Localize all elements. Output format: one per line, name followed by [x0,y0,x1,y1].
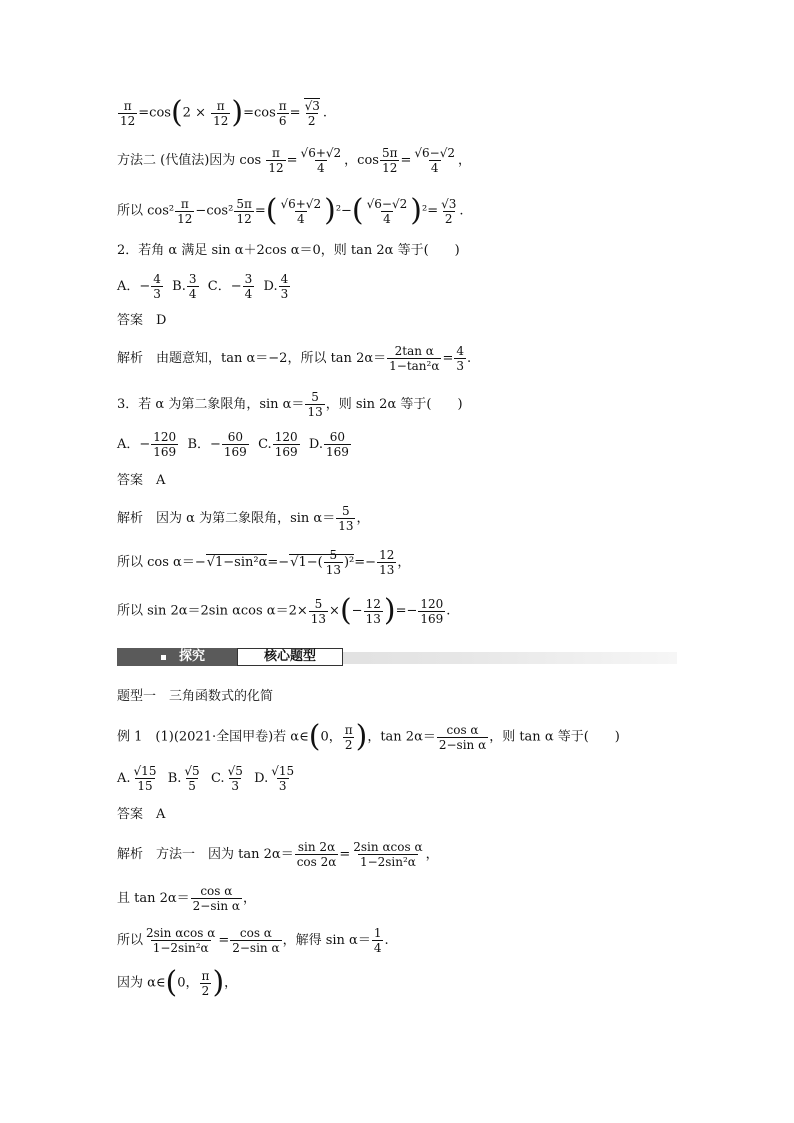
formula-line-1: $\frac{\pi}{12}$ =cos(2 × $\frac{\pi}{12}$ )=cos $\frac{\pi}{6}$ = $\frac{√3}{2}$ . [120,95,327,130]
ex1-line2-text: 且 tan 2α＝ [117,891,190,906]
ex1-answer-value: A [156,807,166,822]
ex1-text-c: ，则 tan α 等于( ) [489,729,620,745]
q3-line-2: 所以 cos α＝−√1−sin²α=−√1−( $\frac{5}{13}$ )²=− $\frac{12}{13}$ ， [117,548,411,577]
example-1-options: A. $\frac{√15}{15}$ B. $\frac{√5}{5}$ C. $\frac{√5}{3}$ D. $\frac{√15}{3}$ [117,764,295,793]
answer-value: D [156,313,167,328]
question-3-options: A．− $\frac{120}{169}$ B．− $\frac{60}{169}$ C. $\frac{120}{169}$ D. $\frac{60}{169}$ [117,430,349,459]
method-two-label: 方法二 [117,153,157,168]
ex1-text-a: 例 1 (1)(2021·全国甲卷)若 α∈ [117,729,309,745]
question-3-analysis: 解析 因为 α 为第二象限角，sin α＝ $\frac{5}{13}$ ， [117,504,370,533]
q3-analysis-text: 因为 α 为第二象限角，sin α＝ [156,511,336,526]
section-tag [117,648,237,666]
question-2-options: A．− $\frac{4}{3}$ B. $\frac{3}{4}$ C．− $\frac{3}{4}$ D. $\frac{4}{3}$ [117,272,289,301]
question-3: 3．若 α 为第二象限角，sin α＝ $\frac{5}{13}$ ，则 sin 2α 等于( ) [117,390,463,419]
ex1-line-2: 且 tan 2α＝ $\frac{\text{cos α}}{\text{2−sin α}}$ ， [117,884,257,913]
example-1-analysis: 解析 方法一 因为 tan 2α＝ $\frac{\sin 2\alpha}{\cos 2\alpha}$ = $\frac{\text{2sin αcos α}}{\text{1−2sin²α}}$ ， [117,840,439,869]
example-1: 例 1 (1)(2021·全国甲卷)若 α∈(0， $\frac{\pi}{2}$ )，tan 2α＝ $\frac{\text{cos α}}{\text{2−sin α}}$ ，则 tan α 等于( ) [117,719,620,754]
example-1-answer: 答案 A [117,807,166,822]
q3-line-3: 所以 sin 2α＝2sin αcos α＝2× $\frac{5}{13}$ ×(− $\frac{12}{13}$ )=− $\frac{120}{169}$ . [117,593,451,628]
section-title: 核心题型 [237,648,343,666]
ex1-analysis-text: 方法一 因为 tan 2α＝ [156,847,294,862]
q3-line2-text: 所以 cos α＝− [117,555,206,570]
so-label: 所以 [117,203,144,219]
question-2-answer [117,312,166,330]
ex1-line3-text-a: 所以 [117,933,144,948]
section-tag-text: 探究 [179,649,206,664]
method-two-line: 方法二 (代值法)因为 cos $\frac{\pi}{12}$ = $\frac{√6+√2}{4}$ ，cos $\frac{5\pi}{12}$ = $\frac{√6-√2}{4}$ ， [117,146,472,175]
ex1-line4-text: 因为 α∈ [117,975,166,991]
q3-text-b: ，则 sin 2α 等于( ) [325,397,463,412]
ex1-line3-text-b: ，解得 sin α＝ [282,933,371,948]
analysis-text: 由题意知，tan α＝−2，所以 tan 2α＝ [156,351,387,366]
section-banner [117,648,677,666]
ex1-line-3: 所以 $\frac{\text{2sin αcos α}}{\text{1−2sin²α}}$ = $\frac{\text{cos α}}{\text{2−sin α}}$ ，解得 sin α＝ $\frac{1}{4}$ . [117,926,389,955]
method-two-text: (代值法)因为 cos [160,153,262,168]
answer-label: 答案 [117,313,144,328]
q3-text-a: 3．若 α 为第二象限角，sin α＝ [117,397,305,412]
question-2-analysis: 解析 由题意知，tan α＝−2，所以 tan 2α＝ $\frac{\text{2tan α}}{\text{1−tan²α}}$ = $\frac{4}{3}$ . [117,344,472,373]
analysis-label: 解析 [117,351,144,366]
ex1-text-b: ，tan 2α＝ [367,729,436,745]
ex1-line-4: 因为 α∈(0， $\frac{\pi}{2}$ )， [117,965,238,1000]
question-3-answer: 答案 A [117,473,166,488]
q3-line3-text: 所以 sin 2α＝2sin αcos α＝2× [117,603,308,619]
formula-line-3: 所以 cos² $\frac{\pi}{12}$ −cos² $\frac{5\pi}{12}$ =( $\frac{√6+√2}{4}$ )²−( $\frac{√6-√2}{4}$ )²= $\frac{√3}{2}$ . [117,193,464,228]
question-2: 2．若角 α 满足 sin α＋2cos α＝0，则 tan 2α 等于( ) [117,243,460,258]
q3-answer-value: A [156,473,166,488]
type-1-heading: 题型一 三角函数式的化简 [117,689,274,704]
